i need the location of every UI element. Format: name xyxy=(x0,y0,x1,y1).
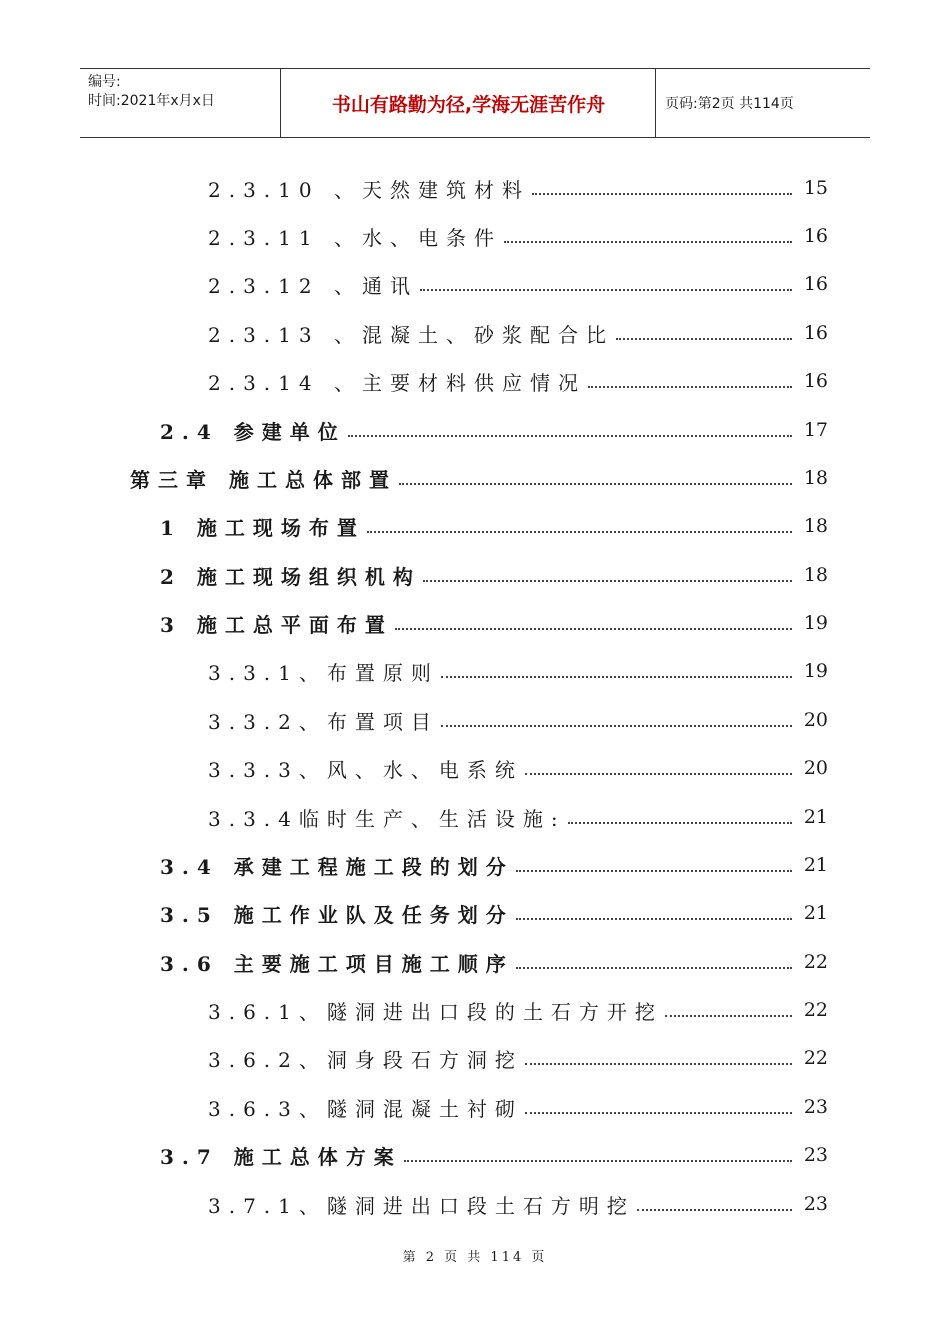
toc-entry-page: 21 xyxy=(803,854,828,876)
toc-entry-title: 2.3.12 、通讯 xyxy=(208,273,418,298)
toc-entry-page: 17 xyxy=(803,419,828,441)
toc-entry[interactable] xyxy=(208,313,828,353)
toc-leader-dots xyxy=(665,1015,792,1017)
toc-entry-page: 20 xyxy=(803,709,828,731)
toc-entry-page: 15 xyxy=(803,177,828,199)
toc-leader-dots xyxy=(367,531,792,533)
toc-entry-page: 16 xyxy=(803,225,828,247)
toc-leader-dots xyxy=(423,580,792,582)
toc-entry[interactable] xyxy=(160,845,828,885)
toc-entry[interactable] xyxy=(160,1135,828,1175)
toc-entry[interactable] xyxy=(208,700,828,740)
toc-leader-dots xyxy=(395,628,792,630)
toc-entry-page: 21 xyxy=(803,902,828,924)
toc-entry[interactable] xyxy=(160,893,828,933)
toc-entry-title: 2.3.14 、主要材料供应情况 xyxy=(208,370,586,395)
toc-entry-page: 22 xyxy=(803,951,828,973)
toc-leader-dots xyxy=(616,338,792,340)
header-meta xyxy=(88,73,280,111)
toc-entry-title: 第三章 施工总体部置 xyxy=(130,467,397,492)
toc-entry[interactable] xyxy=(160,555,828,595)
toc-entry-page: 16 xyxy=(803,370,828,392)
header-page-info: 页码:第2页 共114页 xyxy=(665,96,794,112)
date-label: 时间:2021年x月x日 xyxy=(88,93,215,109)
toc-entry-title: 3.6.1、隧洞进出口段的土石方开挖 xyxy=(208,999,663,1024)
toc-leader-dots xyxy=(420,289,792,291)
header-divider xyxy=(280,69,281,137)
toc-entry[interactable] xyxy=(208,797,828,837)
toc-entry-title: 3.7 施工总体方案 xyxy=(160,1144,402,1169)
toc-leader-dots xyxy=(441,676,792,678)
toc-entry[interactable] xyxy=(208,1038,828,1078)
toc-entry-page: 19 xyxy=(803,612,828,634)
toc-entry-page: 21 xyxy=(803,806,828,828)
toc-entry[interactable] xyxy=(160,603,828,643)
toc-entry-title: 3.6.2、洞身段石方洞挖 xyxy=(208,1047,523,1072)
toc-leader-dots xyxy=(525,1112,792,1114)
toc-leader-dots xyxy=(516,918,792,920)
toc-leader-dots xyxy=(532,193,792,195)
toc-entry[interactable] xyxy=(208,748,828,788)
toc-leader-dots xyxy=(516,870,792,872)
toc-entry-title: 3.4 承建工程施工段的划分 xyxy=(160,854,514,879)
toc-entry[interactable] xyxy=(208,264,828,304)
toc-entry[interactable] xyxy=(160,942,828,982)
toc-leader-dots xyxy=(504,241,792,243)
toc-entry[interactable] xyxy=(208,1184,828,1224)
toc-leader-dots xyxy=(516,967,792,969)
toc-leader-dots xyxy=(348,435,792,437)
toc-leader-dots xyxy=(525,1063,792,1065)
toc-leader-dots xyxy=(637,1209,792,1211)
toc-entry-title: 2.3.13 、混凝土、砂浆配合比 xyxy=(208,322,614,347)
toc-entry[interactable] xyxy=(160,506,828,546)
number-label: 编号: xyxy=(88,74,121,90)
toc-leader-dots xyxy=(399,483,792,485)
toc-entry-title: 2.3.11 、水、电条件 xyxy=(208,225,502,250)
toc-leader-dots xyxy=(525,773,792,775)
header-motto: 书山有路勤为径,学海无涯苦作舟 xyxy=(331,93,606,116)
toc-entry-title: 1 施工现场布置 xyxy=(160,515,365,540)
toc-leader-dots xyxy=(588,386,792,388)
toc-entry-title: 3.3.4临时生产、生活设施: xyxy=(208,806,566,831)
toc-entry-page: 20 xyxy=(803,757,828,779)
toc-entry-title: 3.6 主要施工项目施工顺序 xyxy=(160,951,514,976)
toc-entry-page: 23 xyxy=(803,1144,828,1166)
toc-entry[interactable] xyxy=(208,1087,828,1127)
toc-entry-title: 3.7.1、隧洞进出口段土石方明挖 xyxy=(208,1193,635,1218)
toc-entry-page: 16 xyxy=(803,322,828,344)
toc-chapter[interactable] xyxy=(130,458,828,498)
toc-entry-title: 3.3.2、布置项目 xyxy=(208,709,439,734)
toc-leader-dots xyxy=(568,822,792,824)
toc-entry-title: 2 施工现场组织机构 xyxy=(160,564,421,589)
toc-entry-title: 3 施工总平面布置 xyxy=(160,612,393,637)
toc-entry-page: 16 xyxy=(803,273,828,295)
toc-entry[interactable] xyxy=(208,216,828,256)
toc-entry[interactable] xyxy=(208,168,828,208)
page-header xyxy=(80,68,870,138)
toc-entry[interactable] xyxy=(208,651,828,691)
page-footer: 第 2 页 共 114 页 xyxy=(402,1250,548,1265)
toc-leader-dots xyxy=(404,1160,792,1162)
toc-entry-page: 19 xyxy=(803,660,828,682)
header-divider xyxy=(655,69,656,137)
toc-entry-page: 22 xyxy=(803,1047,828,1069)
toc-entry-title: 3.5 施工作业队及任务划分 xyxy=(160,902,514,927)
toc-entry-page: 23 xyxy=(803,1096,828,1118)
toc-entry-title: 2.4 参建单位 xyxy=(160,419,346,444)
toc-entry-title: 3.3.1、布置原则 xyxy=(208,660,439,685)
toc-entry-page: 22 xyxy=(803,999,828,1021)
toc-entry-title: 3.6.3、隧洞混凝土衬砌 xyxy=(208,1096,523,1121)
toc-entry[interactable] xyxy=(208,990,828,1030)
toc-entry-title: 3.3.3、风、水、电系统 xyxy=(208,757,523,782)
toc-leader-dots xyxy=(441,725,792,727)
toc-entry-title: 2.3.10 、天然建筑材料 xyxy=(208,177,530,202)
toc-entry-page: 18 xyxy=(803,515,828,537)
toc-entry-page: 23 xyxy=(803,1193,828,1215)
toc-entry[interactable] xyxy=(208,361,828,401)
toc-entry[interactable] xyxy=(160,410,828,450)
toc-entry-page: 18 xyxy=(803,467,828,489)
toc-entry-page: 18 xyxy=(803,564,828,586)
